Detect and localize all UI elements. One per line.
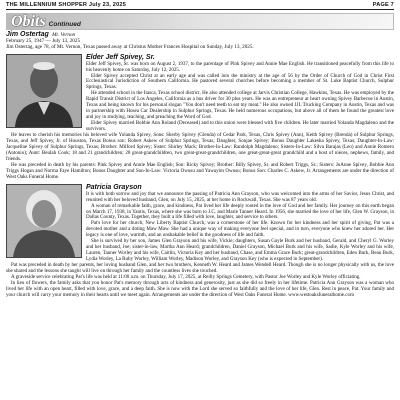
obituary-ostertag (6, 32, 394, 51)
portrait-man-icon (7, 55, 81, 127)
obituary-paragraph: He attended school in the Itasca, Texas school district. He also attended college at Jarvis Christian College, Hawkins, Texas. He was employed by the Rapid Transit District of Los Angeles, California as a bus driver for 30 plus years. He was an entrepreneur at heart owning Spivey Barbecue in Austin, Texas and being known for his personal slogan "You don't need teeth to eat my meat." He also owned JJL Trucking Company in Austin, Texas and was in partnership with Hosea Car Dealership in Sulphur Springs, Texas. He held numerous occupations, but above all of them he found the greatest love and joy in studying, teaching, and preaching the Word of God. (86, 90, 394, 121)
obituary-paragraph: A graveside service celebrating Pat's life was held at 11:00 a.m. on Thursday, July 17, 2025, at Reilly Springs Cemetery, with Pastor Joe Worley and Kyle Worley officiating. (11, 274, 361, 281)
obituary-name: Patricia Grayson (86, 183, 142, 191)
obituary-location: Mt. Vernon (52, 32, 76, 38)
obituary-paragraph: Pat's love for her church, New Liberty Baptist Church, was a cornerstone of her life. Known for her kindness and her spirit of giving, Pat was a devoted mother and a doting Maw Maw. She had a unique way of making everyone feel special, and in turn, everyone who knew her adored her. Her legacy is one of love, warmth, and an unshakable belief in the goodness of life and faith. (86, 220, 394, 239)
obits-banner (6, 13, 394, 30)
obituary-paragraph: She is survived by her son, James Glen Grayson and his wife, Vickie; daughters, Susan Gayle Burk and her husband, Gerald, and Cheryl G. Worley and her husband, Joe; sister-in-law, Martha Ann Heard; grandchildren, Daniel Grayson, Michael Burk and his wife, Sadie, Kyle Worley and his wife, Lauren, Tanner Worley and his wife, Caitlin, Victoria Key and her husband, Chase, and Emma Grace Burk; great-grandchildren, Eden Burk, Beau Burk, Lydia Worley, La Ruby Worley, William Worley, Madison Worley, and Grayson Key (who is expected in September). (86, 238, 394, 263)
obituary-paragraph: A woman of remarkable faith, grace, and kindness, Pat lived her life deeply rooted in the love of God and her family. Her journey on this earth began on March 17, 1938, in Yantis, Texas, where she was born to J.C. and Marie Tanner Heard. In 1956, she married the love of her life, Glen W. Grayson, in Dallas County, Texas. Together, they built a life filled with love, laughter, and service to others. (86, 202, 394, 221)
obituary-text: Jim Ostertag, age 78, of Mt. Vernon, Texas passed away at Christus Mother Frances Hospital on Sunday, July 13, 2025. (6, 44, 254, 51)
obituary-paragraph: Elder Spivey married Bobbie Ann Roland (Deceased) and to this union were blessed with five children. He later married Yolanda Magdaleno and the survivors. (86, 120, 394, 133)
obituary-paragraph: He was preceded in death by his parents: Pink Spivey and Annie Mae English; Son: Ricky Spivey; Brother: Billy Spivey, Sr. and Robert Triggs, Sr.; Sisters: JoAnne Spivey, Bobbie Ann Triggs Hogan and Norma Faye Hamilton; Bonus Daughter and Son-In-Law: Victoria Owusu and Yawayim Owusu; Bonus Son: Charles C. Askew, Jr. Arrangements are under the direction of West Oaks Funeral Home. (6, 161, 394, 180)
obituary-paragraph: He leaves to cherish his memories his beloved wife Yolanda Spivey, Sons: Sherby Spivey (Glenda) of Cedar Park, Texas, Chris Spivey (Ann), Keith Spivey (Brenda) of Sulphur Springs, Texas, and Jeff Spivey, Jr. of Houston, Texas Bonus son: Robert Askew of Sulphur Springs, Texas; Daughter, Sonjae Spivey; Bonus Daughter Lakesha Spivey, Texas; Daughter-In-Law: Jacqueline Spivey of Sulphur Springs, Texas; Brother: Milford Spivey; Sister: Shirley Mack; Brother-In-Law: Randolph Magdaleno; Sisters-In-Law: Silva Barajas (Leo) and Annie Romero (Antonio); Aunt: Beulah Cook; 18 and 21 grandchildren; 28 great-grandchildren, two great-great-grandchildren, one great-great-great grandchild and a host of nieces, nephews, family, and friends. (6, 132, 394, 162)
page-number: PAGE 7 (372, 1, 394, 8)
obituary-dates: February 25, 1947 — July 13, 2025 (6, 38, 81, 45)
page-header (6, 0, 394, 10)
obituary-grayson (6, 184, 394, 299)
obituary-paragraph: Pat was preceded in death by her parents, her loving husband Glen, and her two brothers, Kenneth W. Heard and James Wendell Heard. Though she is no longer physically with us, the love she shared and the lessons she taught will live on through her family and the countless lives she touched. (6, 262, 394, 275)
obituary-name: Elder Jeff Spivey, Sr. (86, 53, 155, 61)
elder-jeff-spivey-photo (6, 54, 82, 128)
banner-subtitle: Continued (48, 20, 81, 28)
banner-title: Obits (11, 12, 46, 30)
obituary-paragraph: In lieu of flowers, the family asks that you honor Pat's memory through acts of kindness and generosity, just as she did so freely in her lifetime. Patricia Ann Grayson was a woman who lived her life with an open heart, filled with love, grace, and a deep faith. She is now with the Lord she served so faithfully and the love of her life, Glen. Rest in peace, Pat. Your family and your church will carry your memory in their hearts until we meet again. Arrangements are under the direction of West Oaks Funeral Home. www.westoaksfuneralhome.com (6, 279, 394, 298)
patricia-grayson-photo (6, 184, 82, 258)
publication-name: THE MILLENNIUM SHOPPER July 23, 2025 (6, 1, 127, 8)
obituary-paragraph: It is with both sorrow and joy that we announce the passing of Patricia Ann Grayson, who was welcomed into the arms of her Savior, Jesus Christ, and reunited with her beloved husband, Glen, on July 15, 2025, at her home in Rockwall, Texas. She was 87 years old. (86, 190, 394, 203)
portrait-woman-icon (7, 185, 81, 257)
obituary-paragraph: Elder Jeff Spivey, Sr. was born on August 2, 1937, to the parentage of Pink Spivey and Annie Mae English. He transitioned peacefully from this life to his heavenly home on Saturday, July 12, 2025. (86, 60, 394, 73)
obituary-name: Jim Ostertag (6, 31, 49, 38)
obituary-spivey (6, 54, 394, 181)
obituary-paragraph: Elder Spivey accepted Christ at an early age and was called into the ministry at the age of 56 by the Order of Church of God in Christ First Ecclesiastical Jurisdiction of Southern California. He pastored several churches before becoming a member of St. Luke Baptist Church, Sulphur Springs, Texas. (86, 72, 394, 91)
